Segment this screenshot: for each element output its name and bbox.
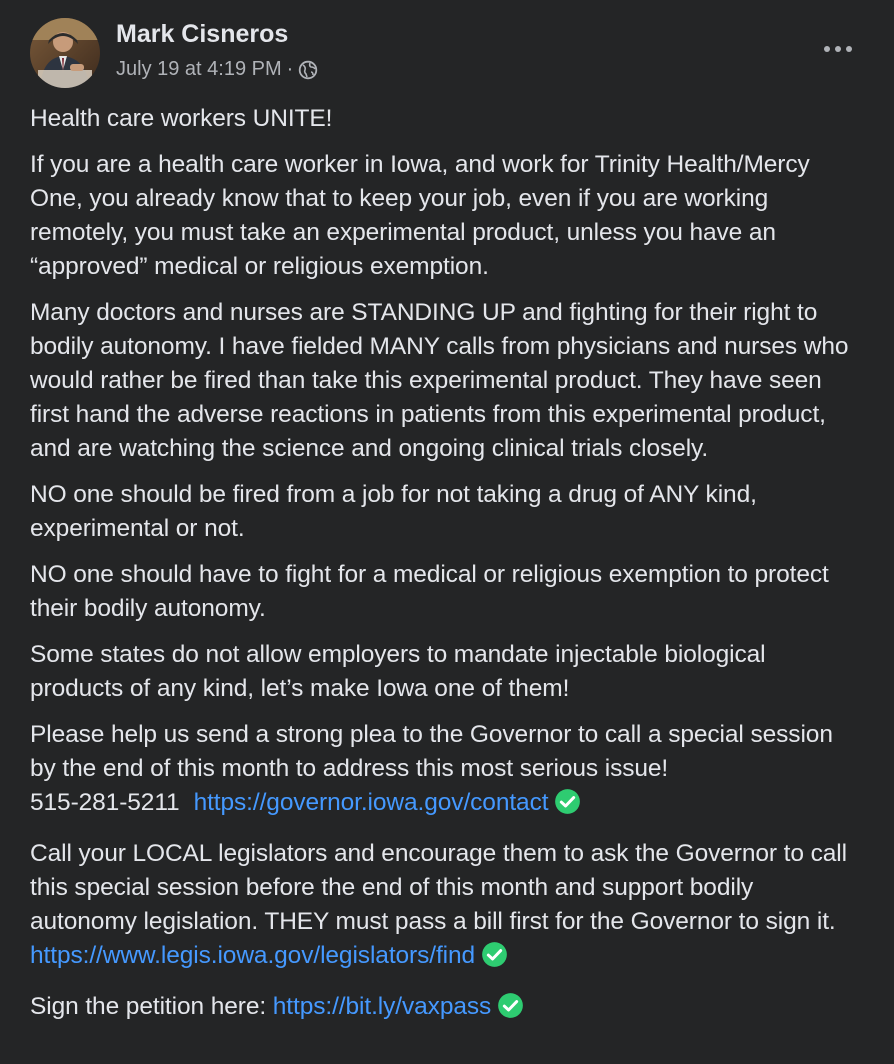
- check-icon: [554, 788, 581, 825]
- post-paragraph-legislators: [30, 837, 864, 978]
- post-paragraph: If you are a health care worker in Iowa, and work for Trinity Health/Mercy One, you already know that to keep your job, even if you are working remotely, you must take an experimental product, unless you have an “approved” medical or religious exemption.: [30, 151, 810, 280]
- more-options-icon[interactable]: [818, 32, 858, 66]
- paragraph-text: Sign the petition here:: [30, 993, 267, 1020]
- globe-icon[interactable]: [298, 60, 318, 80]
- phone-number: 515-281-5211: [30, 789, 180, 816]
- petition-link[interactable]: https://bit.ly/vaxpass: [272, 993, 492, 1020]
- check-icon: [497, 992, 524, 1029]
- post-paragraph-petition: [30, 990, 864, 1029]
- post-paragraph: Health care workers UNITE!: [30, 105, 333, 132]
- legislators-find-link[interactable]: https://www.legis.iowa.gov/legislators/find: [30, 942, 476, 969]
- post-paragraph-governor: [30, 718, 864, 825]
- post-header: [30, 0, 864, 102]
- avatar[interactable]: [30, 18, 100, 88]
- paragraph-text: Please help us send a strong plea to the Governor to call a special session by the end of this month to address this most serious issue!: [30, 721, 833, 782]
- meta-separator: ·: [286, 58, 294, 80]
- paragraph-text: Call your LOCAL legislators and encourage them to ask the Governor to call this special session before the end of this month and support bodily autonomy legislation. THEY must pass a bill first for the Governor to sign it.: [30, 840, 847, 935]
- check-icon: [481, 941, 508, 978]
- governor-contact-link[interactable]: https://governor.iowa.gov/contact: [193, 789, 549, 816]
- post-timestamp[interactable]: July 19 at 4:19 PM: [116, 58, 282, 80]
- author-name[interactable]: Mark Cisneros: [116, 20, 289, 48]
- post-paragraph: NO one should be fired from a job for not taking a drug of ANY kind, experimental or not.: [30, 481, 757, 542]
- post-body: [30, 102, 864, 1029]
- post-paragraph: NO one should have to fight for a medical or religious exemption to protect their bodily autonomy.: [30, 561, 829, 622]
- post-meta: [116, 58, 318, 81]
- post-paragraph: Some states do not allow employers to mandate injectable biological products of any kind, let’s make Iowa one of them!: [30, 641, 766, 702]
- post-paragraph: Many doctors and nurses are STANDING UP and fighting for their right to bodily autonomy. I have fielded MANY calls from physicians and nurses who would rather be fired than take this experimental product. They have seen first hand the adverse reactions in patients from this experimental product, and are watching the science and ongoing clinical trials closely.: [30, 299, 849, 462]
